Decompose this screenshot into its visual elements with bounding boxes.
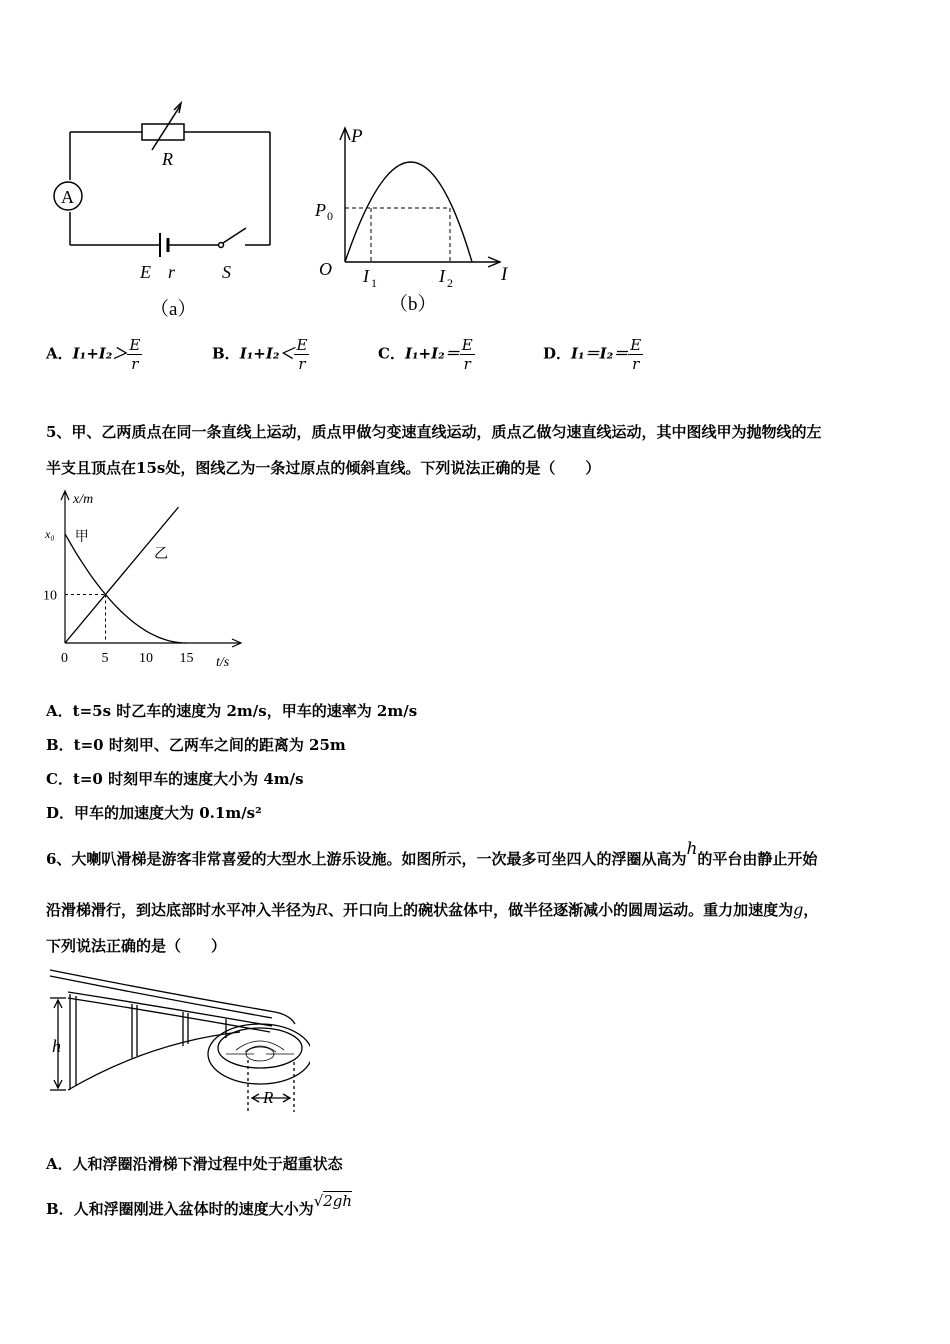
- q5-option-a[interactable]: A．t=5s 时乙车的速度为 2m/s，甲车的速率为 2m/s: [46, 702, 418, 720]
- svg-text:I: I: [363, 266, 369, 286]
- ammeter-label: A: [61, 187, 74, 207]
- x-tick-label: 5: [101, 651, 109, 666]
- svg-text:P: P: [315, 200, 326, 220]
- svg-text:P: P: [351, 126, 363, 147]
- svg-text:E: E: [140, 262, 151, 282]
- svg-text:h: h: [52, 1036, 61, 1056]
- svg-text:I: I: [439, 266, 445, 286]
- q4-option-d[interactable]: D．I₁＝I₂＝ $\frac{E}{r}$: [543, 336, 642, 373]
- q5-stem-line1: 5、甲、乙两质点在同一条直线上运动，质点甲做匀变速直线运动，质点乙做匀速直线运动，其中图线甲为抛物线的左: [46, 423, 822, 441]
- svg-text:O: O: [319, 259, 332, 279]
- q6-stem-line2: 沿滑梯滑行，到达底部时水平冲入半径为R、开口向上的碗状盆体中，做半径逐渐减小的圆周运动。重力加速度为g，: [46, 900, 819, 919]
- svg-text:R: R: [263, 1088, 274, 1107]
- svg-text:R: R: [162, 149, 173, 169]
- circuit-diagram: [40, 90, 290, 330]
- svg-text:r: r: [168, 262, 176, 282]
- circuit-caption: （a）: [150, 299, 197, 320]
- svg-text:S: S: [222, 262, 231, 282]
- series-yi-line: [65, 507, 178, 643]
- q4-option-b[interactable]: B．I₁+I₂＜ $\frac{E}{r}$: [212, 336, 308, 373]
- x-tick-label: 10: [139, 651, 153, 666]
- svg-text:2: 2: [447, 276, 453, 290]
- q6-stem-line1: 6、大喇叭滑梯是游客非常喜爱的大型水上游乐设施。如图所示，一次最多可坐四人的浮圈从高为h的平台由静止开始: [46, 839, 818, 868]
- svg-text:I: I: [501, 264, 508, 285]
- q4-option-a[interactable]: A．I₁+I₂＞ $\frac{E}{r}$: [46, 336, 141, 373]
- svg-text:0: 0: [327, 209, 333, 223]
- water-slide-figure: [40, 962, 310, 1122]
- q6-option-a[interactable]: A．人和浮圈沿滑梯下滑过程中处于超重状态: [46, 1155, 343, 1173]
- xt-chart: [40, 486, 260, 676]
- q5-stem-line2: 半支且顶点在15s处，图线乙为一条过原点的倾斜直线。下列说法正确的是（ ）: [46, 459, 601, 477]
- graph-caption: （b）: [389, 294, 437, 315]
- y-axis-label: x/m: [73, 492, 94, 507]
- q5-option-b[interactable]: B．t=0 时刻甲、乙两车之间的距离为 25m: [46, 736, 346, 754]
- q6-stem-line3: 下列说法正确的是（ ）: [46, 937, 227, 955]
- x-tick-label: 15: [179, 651, 194, 666]
- y-tick-label: 10: [43, 588, 57, 604]
- svg-text:1: 1: [371, 276, 377, 290]
- q5-option-c[interactable]: C．t=0 时刻甲车的速度大小为 4m/s: [46, 770, 304, 788]
- series-jia-line: [65, 534, 187, 643]
- series-yi-label: 乙: [154, 547, 169, 563]
- q6-option-b[interactable]: B．人和浮圈刚进入盆体时的速度大小为√2gh: [46, 1192, 353, 1218]
- power-current-graph: [305, 120, 530, 320]
- y-tick-label: x₀: [45, 526, 55, 541]
- series-jia-label: 甲: [74, 530, 89, 546]
- q4-option-c[interactable]: C．I₁+I₂＝ $\frac{E}{r}$: [378, 336, 473, 373]
- x-tick-label: 0: [61, 651, 68, 666]
- x-axis-label: t/s: [216, 655, 230, 670]
- q5-option-d[interactable]: D．甲车的加速度大为 0.1m/s²: [46, 804, 262, 822]
